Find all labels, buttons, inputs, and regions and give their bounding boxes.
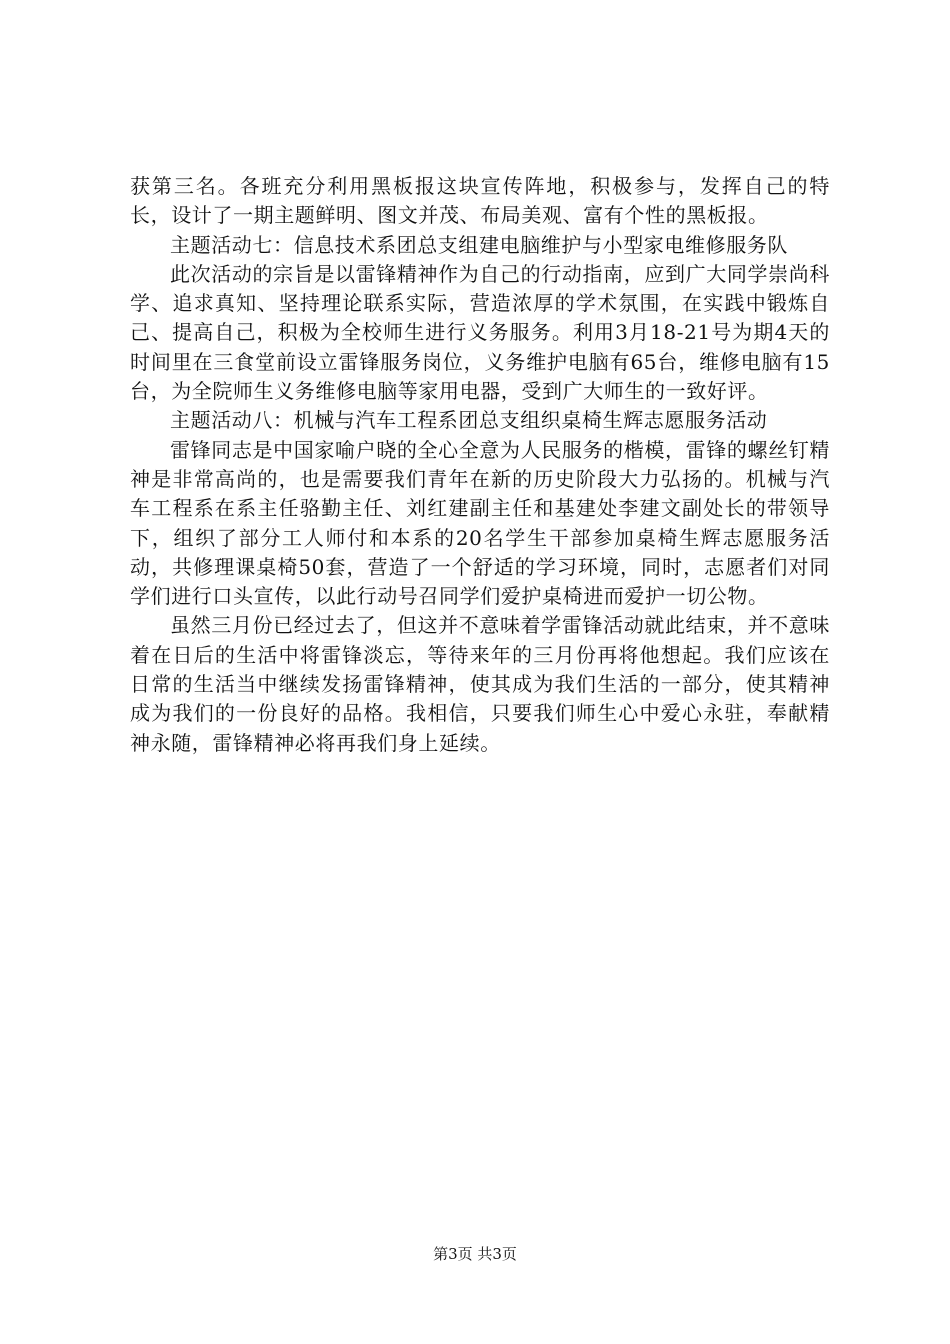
paragraph-activity-eight: 雷锋同志是中国家喻户晓的全心全意为人民服务的楷模，雷锋的螺丝钉精神是非常高尚的，也是需要我们青年在新的历史阶段大力弘扬的。机械与汽车工程系在系主任骆勤主任、刘红建副主任和基建处李建文副处长的带领导下，组织了部分工人师付和本系的20名学生干部参加桌椅生辉志愿服务活动，共修理课桌椅50套，营造了一个舒适的学习环境，同时，志愿者们对同学们进行口头宣传，以此行动号召同学们爱护桌椅进而爱护一切公物。 [130, 437, 830, 609]
paragraph-continuation: 获第三名。各班充分利用黑板报这块宣传阵地，积极参与，发挥自己的特长，设计了一期主题鲜明、图文并茂、布局美观、富有个性的黑板报。 [130, 174, 830, 228]
heading-activity-seven: 主题活动七：信息技术系团总支组建电脑维护与小型家电维修服务队 [170, 232, 788, 257]
heading-activity-eight: 主题活动八：机械与汽车工程系团总支组织桌椅生辉志愿服务活动 [170, 408, 768, 433]
paragraph-conclusion: 虽然三月份已经过去了，但这并不意味着学雷锋活动就此结束，并不意味着在日后的生活中将雷锋淡忘，等待来年的三月份再将他想起。我们应该在日常的生活当中继续发扬雷锋精神，使其成为我们生活的一部分，使其精神成为我们的一份良好的品格。我相信，只要我们师生心中爱心永驻，奉献精神永随，雷锋精神必将再我们身上延续。 [130, 613, 830, 755]
paragraph-activity-seven: 此次活动的宗旨是以雷锋精神作为自己的行动指南，应到广大同学崇尚科学、追求真知、坚持理论联系实际，营造浓厚的学术氛围，在实践中锻炼自己、提高自己，积极为全校师生进行义务服务。利用3月18-21号为期4天的时间里在三食堂前设立雷锋服务岗位，义务维护电脑有65台，维修电脑有15台，为全院师生义务维修电脑等家用电器，受到广大师生的一致好评。 [130, 261, 830, 404]
document-body [130, 172, 830, 758]
page-number-footer: 第3页 共3页 [433, 1245, 517, 1263]
